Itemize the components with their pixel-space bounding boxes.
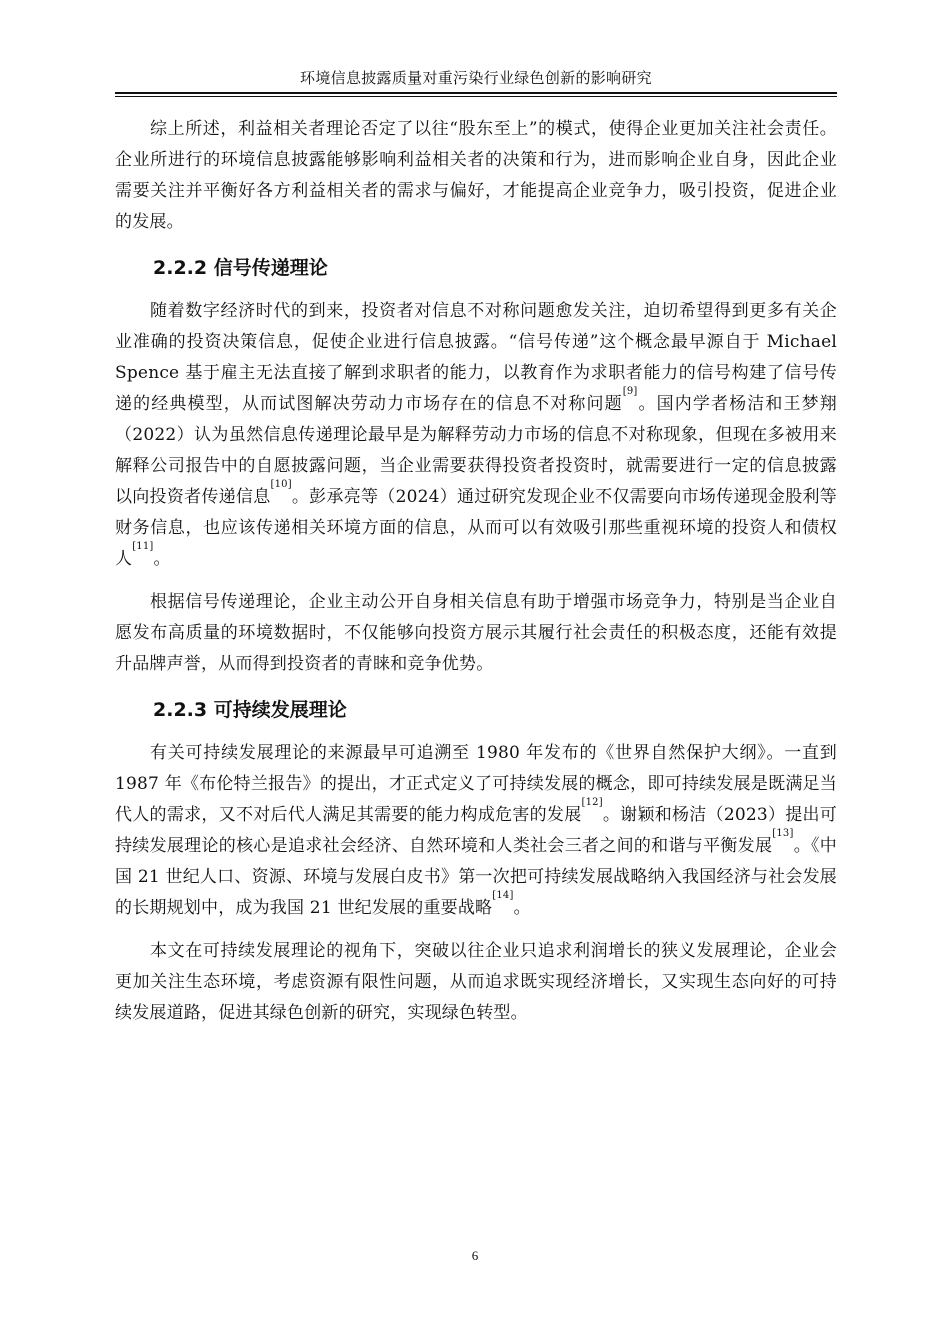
citation-ref[interactable]: [10]	[270, 479, 292, 490]
section-heading-sustainable-development: 2.2.3 可持续发展理论	[153, 699, 347, 721]
paragraph-text: 。谢颖和杨洁（2023）提出可持续发展理论的核心是追求社会经济、自然环境和人类社会三者之间的和谐与平衡发展	[115, 805, 837, 856]
body-content	[115, 114, 837, 1029]
citation-ref[interactable]: [14]	[492, 890, 514, 901]
paragraph-stakeholder-summary: 综上所述，利益相关者理论否定了以往“股东至上”的模式，使得企业更加关注社会责任。企业所进行的环境信息披露能够影响利益相关者的决策和行为，进而影响企业自身，因此企业需要关注并平衡好各方利益相关者的需求与偏好，才能提高企业竞争力，吸引投资，促进企业的发展。	[115, 119, 837, 232]
paragraph-text: 有关可持续发展理论的来源最早可追溯至 1980 年发布的《世界自然保护大纲》。一直到 1987 年《布伦特兰报告》的提出，才正式定义了可持续发展的概念，即可持续发展是既满足当代人的需求，又不对后代人满足其需要的能力构成危害的发展	[115, 743, 837, 825]
citation-ref[interactable]: [11]	[132, 541, 154, 552]
citation-ref[interactable]: [9]	[622, 386, 638, 397]
paragraph-text: 。彭承亮等（2024）通过研究发现企业不仅需要向市场传递现金股利等财务信息，也应该传递相关环境方面的信息，从而可以有效吸引那些重视环境的投资人和债权人	[115, 487, 837, 569]
paragraph-text: 。	[153, 549, 171, 569]
paragraph-signaling-application: 根据信号传递理论，企业主动公开自身相关信息有助于增强市场竞争力，特别是当企业自愿发布高质量的环境数据时，不仅能够向投资方展示其履行社会责任的积极态度，还能有效提升品牌声誉，从而得到投资者的青睐和竞争优势。	[115, 592, 837, 674]
page-number: 6	[471, 1248, 479, 1263]
running-header: 环境信息披露质量对重污染行业绿色创新的影响研究	[300, 69, 652, 87]
paragraph-sustainable-development	[115, 738, 837, 924]
section-heading-signaling-theory: 2.2.2 信号传递理论	[153, 257, 328, 279]
paragraph-signaling-theory	[115, 296, 837, 575]
paragraph-text: 。国内学者杨洁和王梦翔（2022）认为虽然信息传递理论最早是为解释劳动力市场的信息不对称现象，但现在多被用来解释公司报告中的自愿披露问题，当企业需要获得投资者投资时，就需要进行一定的信息披露以向投资者传递信息	[115, 394, 837, 507]
header-rule-thin	[115, 96, 837, 97]
paragraph-text: 随着数字经济时代的到来，投资者对信息不对称问题愈发关注，迫切希望得到更多有关企业准确的投资决策信息，促使企业进行信息披露。“信号传递”这个概念最早源自于 Michael Spence 基于雇主无法直接了解到求职者的能力，以教育作为求职者能力的信号构建了信号传递的经典模型，从而试图解决劳动力市场存在的信息不对称问题	[115, 301, 837, 414]
paragraph-text: 。《中国 21 世纪人口、资源、环境与发展白皮书》第一次把可持续发展战略纳入我国经济与社会发展的长期规划中，成为我国 21 世纪发展的重要战略	[115, 836, 837, 918]
citation-ref[interactable]: [12]	[581, 797, 603, 808]
paragraph-text: 。	[513, 898, 531, 918]
citation-ref[interactable]: [13]	[772, 828, 794, 839]
paragraph-sustainable-perspective: 本文在可持续发展理论的视角下，突破以往企业只追求利润增长的狭义发展理论，企业会更加关注生态环境，考虑资源有限性问题，从而追求既实现经济增长，又实现生态向好的可持续发展道路，促进其绿色创新的研究，实现绿色转型。	[115, 941, 837, 1023]
header-rule	[115, 92, 837, 94]
